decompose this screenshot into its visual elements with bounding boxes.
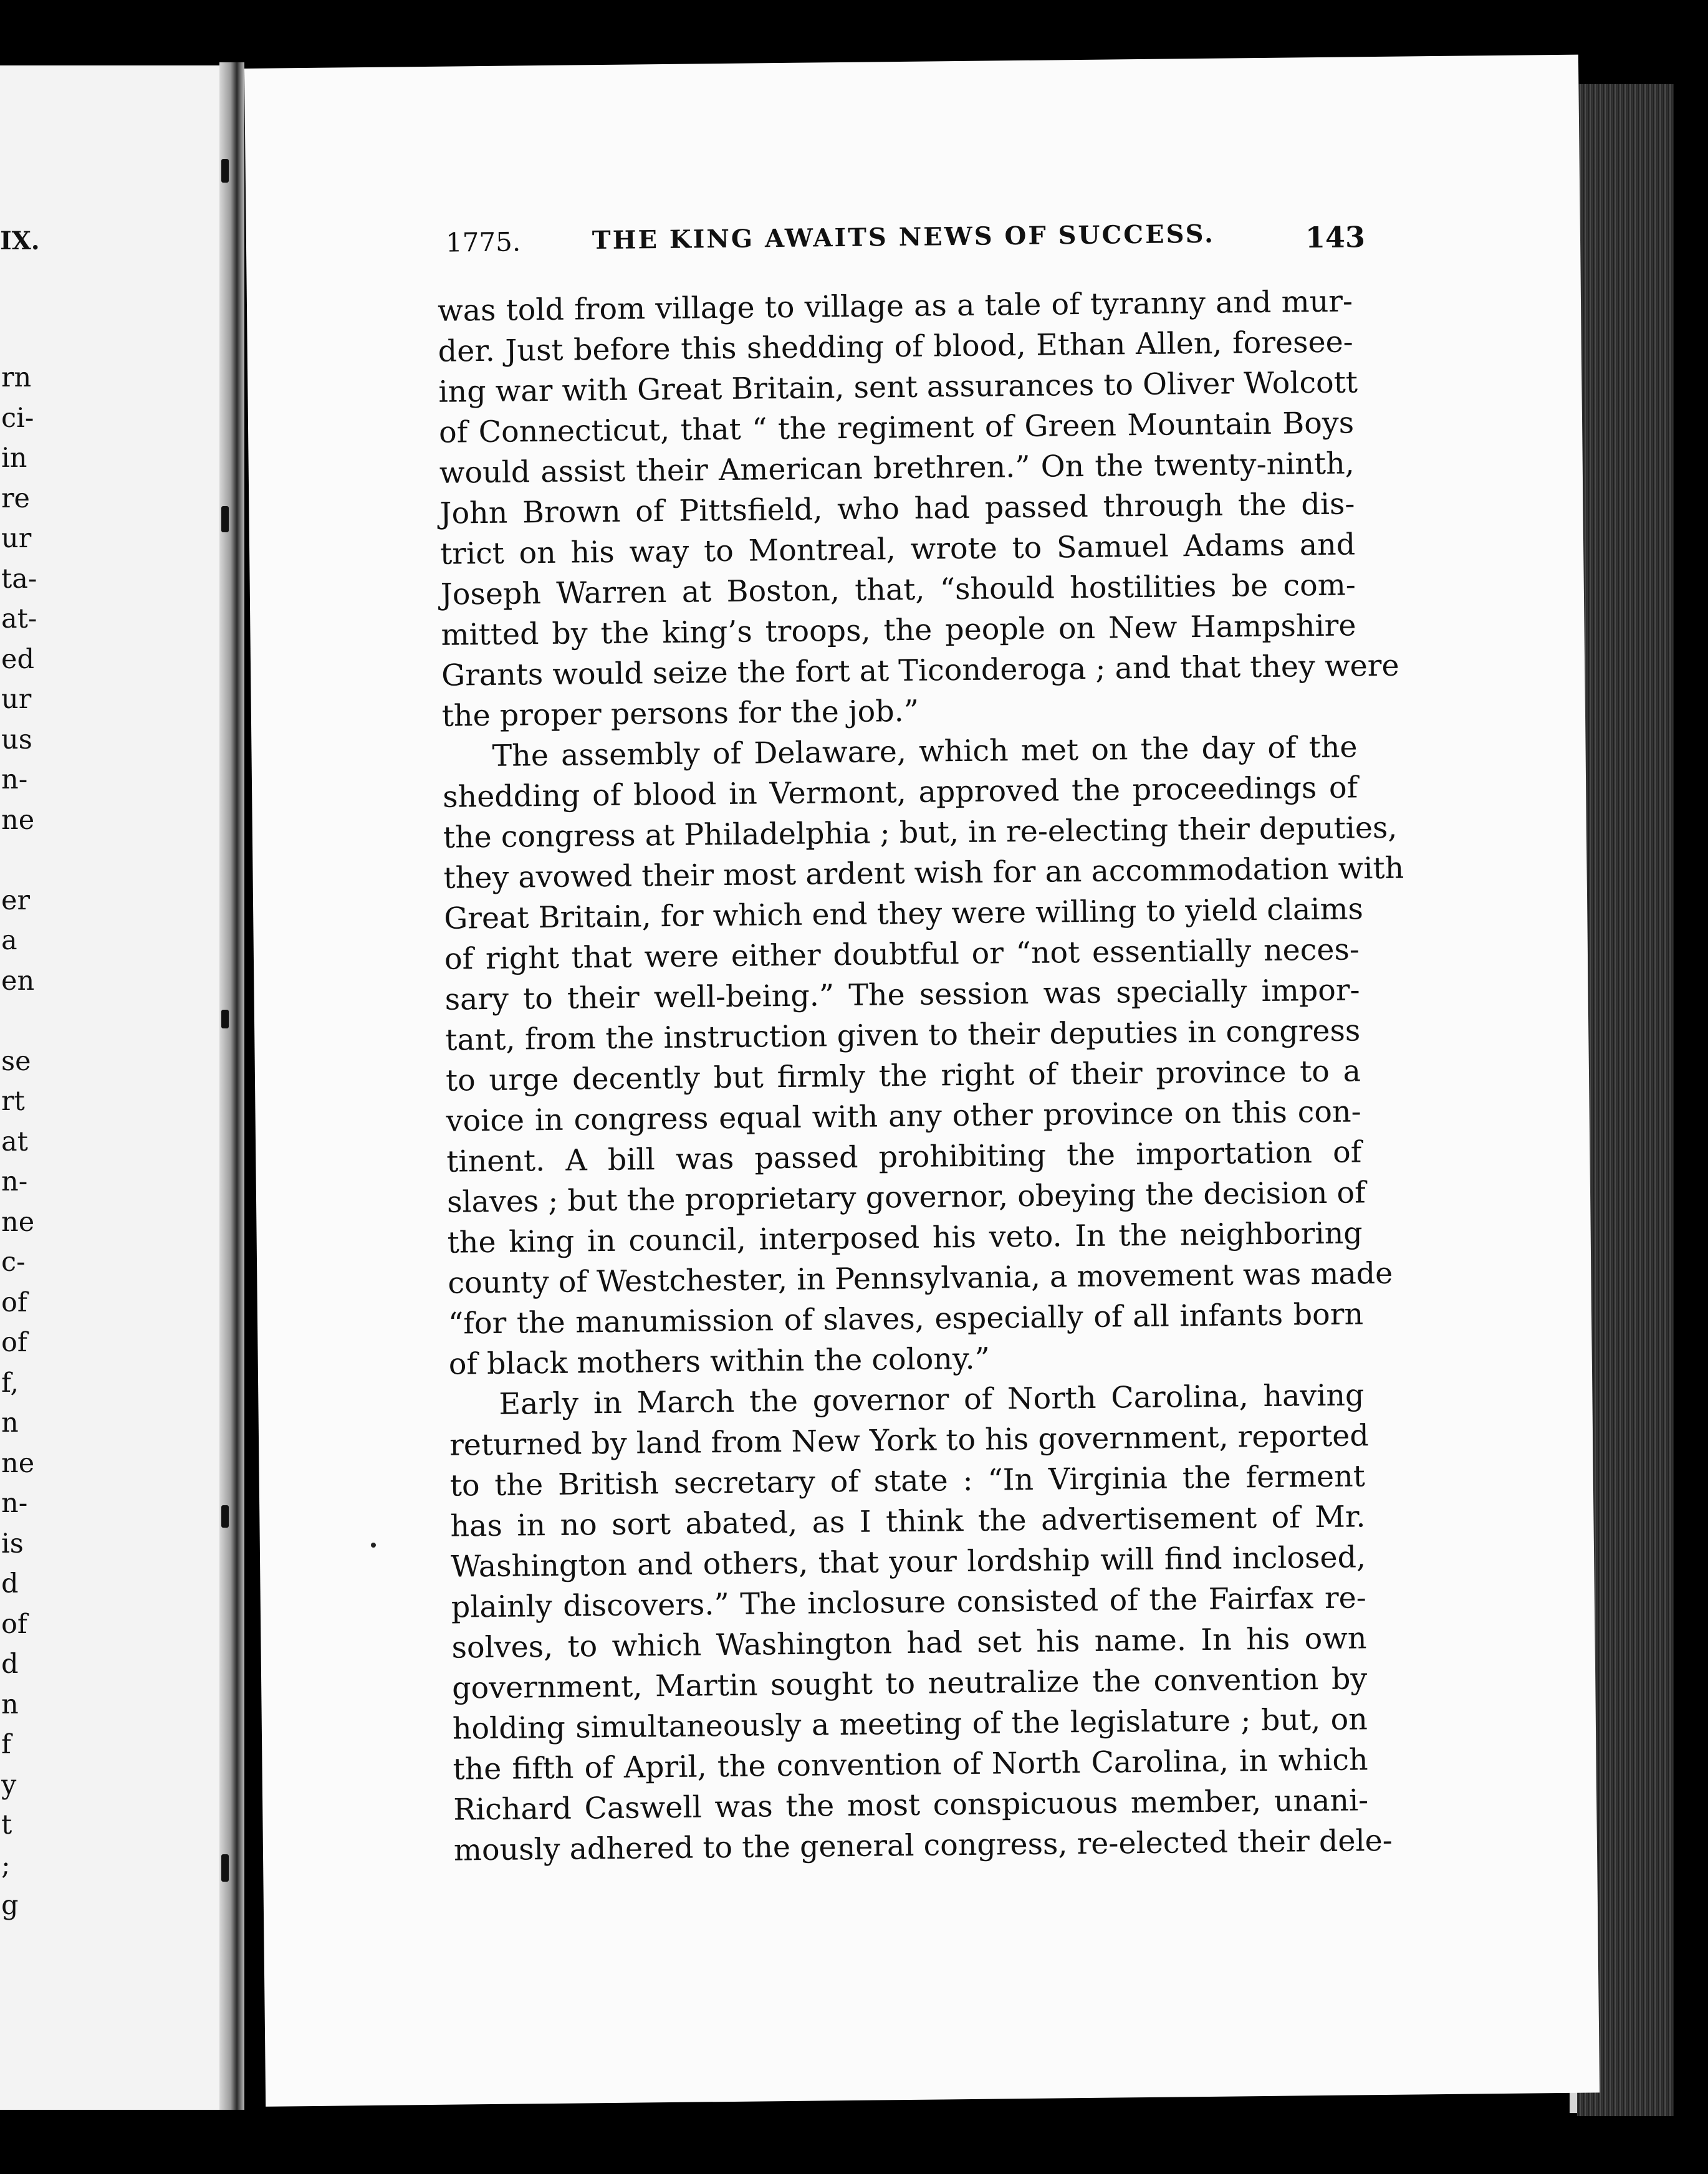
left-page-line-fragment: of [1,1286,27,1318]
text-line: was told from village to village as a tale of tyranny and mur- [437,284,1353,328]
text-line: Grants would seize the fort at Ticonderoga ; and that they were [441,648,1399,693]
text-line: returned by land from New York to his government, reported [449,1419,1370,1463]
text-line: trict on his way to Montreal, wrote to Samuel Adams and [439,527,1356,572]
text-line: Great Britain, for which end they were willing to yield claims [444,892,1364,936]
text-line: tinent. A bill was passed prohibiting the importation of [446,1135,1362,1179]
text-line: the proper persons for the job.” [441,694,919,734]
text-line: plainly discovers.” The inclosure consisted of the Fairfax re- [451,1581,1367,1625]
left-page-line-fragment: d [1,1649,19,1680]
left-page-line-fragment: n [1,1407,19,1439]
paragraph [437,281,1399,736]
text-line: slaves ; but the proprietary governor, obeying the decision of [446,1176,1366,1220]
left-page-line-fragment: ta- [1,563,37,595]
text-line: government, Martin sought to neutralize the convention by [451,1662,1368,1706]
left-page-line-fragment: ne [1,804,35,836]
text-line: would assist their American brethren.” On the twenty-ninth, [439,446,1355,491]
book-gutter [219,62,244,2110]
paragraph [449,1375,1393,1870]
left-page-header-fragment: IX. [0,226,40,256]
text-line: der. Just before this shedding of blood, Ethan Allen, foresee- [438,325,1353,369]
left-page-line-fragment: a [1,925,17,956]
binding-stitch-mark [221,1505,229,1528]
binding-stitch-mark [221,159,229,183]
left-page-line-fragment: f, [1,1367,19,1399]
left-page-line-fragment: y [1,1769,17,1801]
text-line: holding simultaneously a meeting of the legislature ; but, on [452,1702,1368,1746]
text-line: to urge decently but firmly the right of their province to a [445,1054,1361,1098]
left-page-line-fragment: n- [1,1488,28,1519]
left-page-line-fragment: ur [1,684,32,715]
text-line: “for the manumission of slaves, especially of all infants born [448,1297,1364,1341]
text-line: ing war with Great Britain, sent assurances to Oliver Wolcott [438,365,1358,409]
right-page [244,55,1600,2107]
left-page-line-fragment: at- [1,603,37,634]
text-line: mitted by the king’s troops, the people on New Hampshire [441,608,1356,653]
left-page-line-fragment: rn [1,362,32,393]
text-line: tant, from the instruction given to their deputies in congress [445,1013,1361,1058]
left-page-line-fragment: d [1,1568,19,1599]
running-head-year: 1775. [445,226,521,258]
left-page-line-fragment: at [1,1126,28,1157]
text-line: to the British secretary of state : “In Virginia the ferment [449,1459,1366,1503]
running-head [446,218,1366,264]
text-line: the congress at Philadelphia ; but, in re-electing their deputies, [443,810,1398,855]
left-page-line-fragment: of [1,1327,27,1358]
text-line: the king in council, interposed his veto. In the neighboring [447,1216,1363,1260]
left-page-line-fragment: er [1,884,31,916]
text-line: of right that were either doubtful or “not essentially neces- [444,932,1360,977]
running-head-title: THE KING AWAITS NEWS OF SUCCESS. [592,219,1216,256]
binding-stitch-mark [221,506,229,532]
text-line: mously adhered to the general congress, re-elected their dele- [453,1823,1393,1868]
text-line: the fifth of April, the convention of North Carolina, in which [453,1743,1368,1787]
left-page-line-fragment: ne [1,1206,35,1238]
left-page-line-fragment: g [1,1890,19,1921]
text-line: sary to their well-being.” The session was specially impor- [444,973,1360,1017]
body-text [437,281,1404,1870]
page-number: 143 [1305,220,1366,255]
left-page-line-fragment: en [1,965,35,997]
left-page-line-fragment: ed [1,643,34,675]
left-page-line-fragment: f [1,1729,11,1760]
text-line: Joseph Warren at Boston, that, “should hostilities be com- [440,568,1356,612]
ink-speck [371,1543,376,1548]
left-page-line-fragment: re [1,482,31,514]
text-line: shedding of blood in Vermont, approved the proceedings of [442,770,1358,815]
text-line: Washington and others, that your lordship will find inclosed, [450,1540,1366,1584]
text-line: Richard Caswell was the most conspicuous member, unani- [453,1783,1369,1827]
left-page-line-fragment: n- [1,764,28,795]
text-line: they avowed their most ardent wish for an accommodation with [443,851,1404,896]
left-page-line-fragment: us [1,724,32,755]
left-page-line-fragment: n [1,1688,19,1720]
binding-stitch-mark [221,1854,229,1882]
left-page-line-fragment: of [1,1608,27,1640]
text-line: John Brown of Pittsfield, who had passed through the dis- [439,487,1355,531]
left-page-line-fragment: ne [1,1447,35,1479]
text-line: of black mothers within the colony.” [448,1341,991,1382]
text-line: Early in March the governor of North Carolina, having [499,1378,1365,1422]
text-line: voice in congress equal with any other province on this con- [446,1094,1361,1139]
left-page-line-fragment: is [1,1528,24,1559]
left-page-line-fragment: rt [1,1086,25,1117]
left-page-line-fragment: se [1,1045,31,1077]
text-line: has in no sort abated, as I think the advertisement of Mr. [450,1500,1366,1544]
text-line: solves, to which Washington had set his name. In his own [451,1621,1367,1665]
left-page-line-fragment: ur [1,523,32,554]
left-page-line-fragment: t [1,1809,12,1841]
left-page-line-fragment: c- [1,1247,26,1278]
paragraph [442,727,1404,1384]
text-line: The assembly of Delaware, which met on the day of the [492,730,1358,773]
left-page-line-fragment: in [1,443,27,474]
binding-stitch-mark [221,1010,229,1028]
left-page-line-fragment: ci- [1,402,34,434]
left-page-line-fragment: n- [1,1166,28,1197]
text-line: of Connecticut, that “ the regiment of Green Mountain Boys [438,406,1355,450]
left-page [0,65,232,2110]
left-page-line-fragment: ; [1,1849,11,1881]
text-line: county of Westchester, in Pennsylvania, a movement was made [448,1256,1393,1301]
